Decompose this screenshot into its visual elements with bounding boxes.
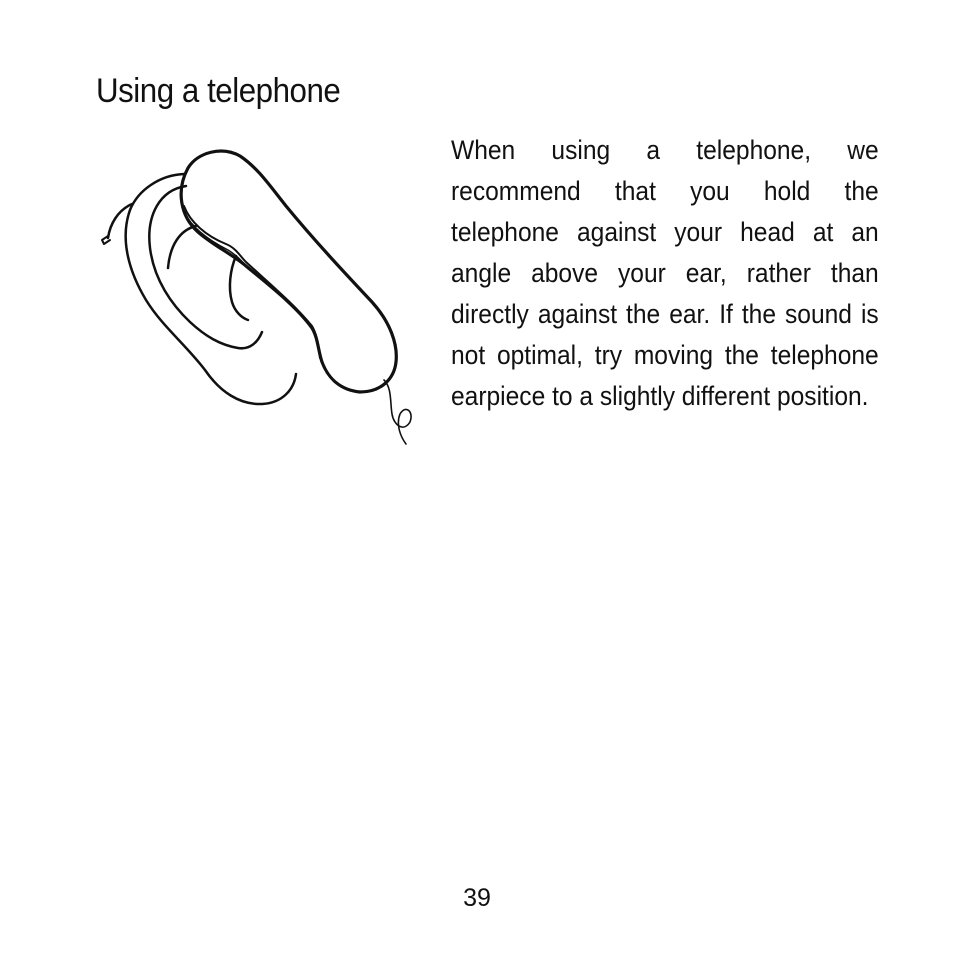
ear-back — [108, 204, 132, 238]
ear-with-telephone-handset-icon — [96, 145, 426, 450]
body-paragraph-text: When using a telephone, we recommend that you hold the telephone against your head at an angle above your ear, rather than directly against the ear. If the sound is not optimal, try moving the telephone earpiece to a slightly different position. — [451, 135, 879, 411]
handset-cord — [384, 380, 411, 444]
ear-antihelix — [168, 226, 196, 268]
page-title: Using a telephone — [96, 72, 341, 110]
handset-outline — [181, 151, 396, 392]
page-number: 39 — [463, 884, 491, 912]
body-paragraph — [451, 130, 879, 417]
ear-telephone-illustration — [96, 145, 426, 450]
ear-outline — [126, 174, 296, 404]
